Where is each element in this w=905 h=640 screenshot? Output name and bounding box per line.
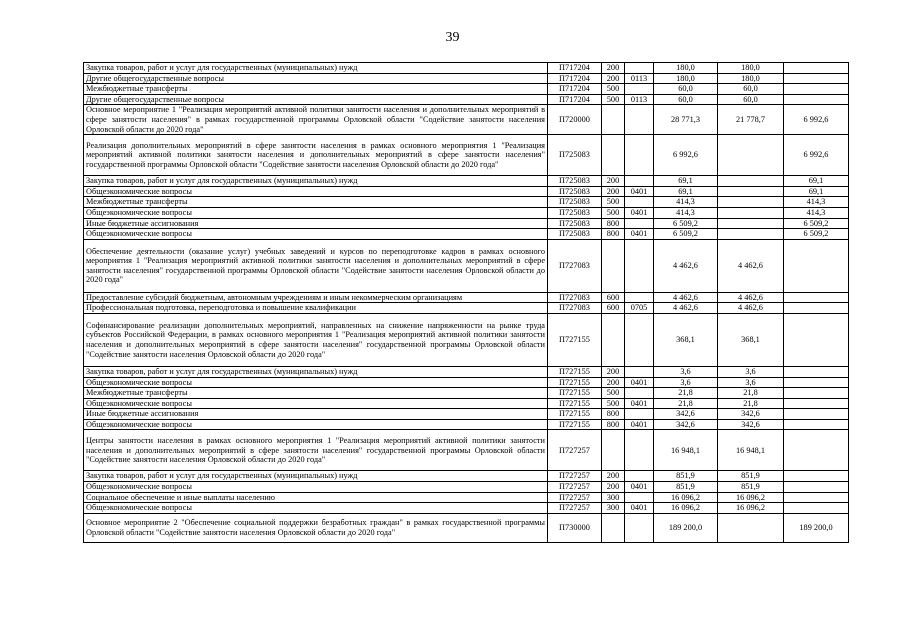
cell-total: 16 096,2 [654,503,718,514]
cell-amount-2 [784,366,849,377]
cell-expense-type: 200 [602,186,625,197]
cell-code: П725083 [548,207,602,218]
table-row [84,303,849,314]
cell-total: 189 200,0 [654,513,718,542]
cell-code: П725083 [548,218,602,229]
cell-code: П727257 [548,430,602,471]
table-row [84,398,849,409]
cell-expense-type: 600 [602,303,625,314]
cell-name: Другие общегосударственные вопросы [84,73,548,84]
cell-amount-2 [784,239,849,292]
cell-amount-2: 414,3 [784,207,849,218]
cell-amount-2 [784,503,849,514]
cell-expense-type: 800 [602,409,625,420]
table-row [84,409,849,420]
cell-code: П720000 [548,105,602,135]
cell-expense-type [602,135,625,176]
table-row [84,292,849,303]
cell-name: Общеэкономические вопросы [84,377,548,388]
cell-amount-2: 6 992,6 [784,105,849,135]
cell-expense-type: 200 [602,63,625,74]
cell-section [625,430,654,471]
cell-section [625,135,654,176]
table-row [84,186,849,197]
cell-expense-type: 200 [602,482,625,493]
table-row [84,482,849,493]
table-row [84,176,849,187]
cell-name: Межбюджетные трансферты [84,388,548,399]
cell-amount-2: 189 200,0 [784,513,849,542]
cell-expense-type: 200 [602,73,625,84]
cell-amount-2 [784,94,849,105]
cell-section [625,513,654,542]
cell-amount-1: 851,9 [718,471,784,482]
cell-section [625,84,654,95]
cell-amount-2 [784,471,849,482]
cell-amount-2: 6 509,2 [784,229,849,240]
cell-section [625,218,654,229]
cell-amount-2 [784,63,849,74]
cell-section [625,366,654,377]
cell-section: 0705 [625,303,654,314]
cell-total: 4 462,6 [654,292,718,303]
cell-expense-type: 500 [602,388,625,399]
cell-name: Общеэкономические вопросы [84,503,548,514]
table-row [84,197,849,208]
cell-code: П727083 [548,303,602,314]
cell-section [625,388,654,399]
cell-total: 6 992,6 [654,135,718,176]
cell-name: Профессиональная подготовка, переподготовка и повышение квалификации [84,303,548,314]
cell-code: П727257 [548,492,602,503]
table-row [84,84,849,95]
cell-name: Центры занятости населения в рамках основного мероприятия 1 "Реализация мероприятий активной политики занятости населения и дополнительных мероприятий в сфере занятости населения" государственной программы Орловской области "Содействие занятости населения Орловской области до 2020 года" [84,430,548,471]
cell-total: 368,1 [654,313,718,366]
cell-code: П725083 [548,197,602,208]
cell-amount-2: 6 992,6 [784,135,849,176]
cell-name: Общеэкономические вопросы [84,398,548,409]
cell-section: 0401 [625,482,654,493]
cell-amount-1: 4 462,6 [718,292,784,303]
cell-name: Закупка товаров, работ и услуг для государственных (муниципальных) нужд [84,471,548,482]
cell-code: П727083 [548,239,602,292]
cell-name: Общеэкономические вопросы [84,482,548,493]
cell-amount-1: 16 948,1 [718,430,784,471]
cell-section [625,239,654,292]
cell-code: П717204 [548,94,602,105]
table-row [84,73,849,84]
table-row [84,503,849,514]
cell-amount-2 [784,313,849,366]
table-row [84,218,849,229]
cell-amount-1 [718,513,784,542]
cell-amount-2 [784,409,849,420]
cell-expense-type: 800 [602,419,625,430]
cell-amount-1: 60,0 [718,94,784,105]
table-row [84,207,849,218]
table-row [84,63,849,74]
cell-name: Реализация дополнительных мероприятий в сфере занятости населения в рамках основного мероприятия 1 "Реализация мероприятий активной политики занятости населения и дополнительных мероприятий в сфере занятости населения" государственной программы Орловской области "Содействие занятости населения Орловской области до 2020 года" [84,135,548,176]
cell-amount-2 [784,84,849,95]
cell-code: П725083 [548,176,602,187]
cell-total: 16 948,1 [654,430,718,471]
cell-name: Закупка товаров, работ и услуг для государственных (муниципальных) нужд [84,366,548,377]
cell-code: П727083 [548,292,602,303]
cell-expense-type: 300 [602,503,625,514]
cell-name: Общеэкономические вопросы [84,207,548,218]
cell-amount-1: 851,9 [718,482,784,493]
table-row [84,94,849,105]
cell-section: 0401 [625,419,654,430]
table-row [84,377,849,388]
cell-total: 851,9 [654,471,718,482]
cell-code: П727155 [548,409,602,420]
cell-amount-2 [784,398,849,409]
table-row [84,105,849,135]
cell-code: П727155 [548,419,602,430]
table-row [84,419,849,430]
cell-amount-2 [784,492,849,503]
cell-name: Социальное обеспечение и иные выплаты населению [84,492,548,503]
cell-section [625,176,654,187]
cell-total: 342,6 [654,409,718,420]
cell-expense-type: 200 [602,176,625,187]
cell-section [625,313,654,366]
table-row [84,366,849,377]
cell-expense-type [602,513,625,542]
cell-amount-1: 21,8 [718,398,784,409]
cell-expense-type: 200 [602,377,625,388]
cell-code: П725083 [548,135,602,176]
cell-name: Основное мероприятие 2 "Обеспечение социальной поддержки безработных граждан" в рамках государственной программы Орловской области "Содействие занятости населения Орловской области до 2020 года" [84,513,548,542]
cell-code: П727257 [548,503,602,514]
cell-expense-type: 500 [602,84,625,95]
cell-amount-1: 21,8 [718,388,784,399]
table-row [84,229,849,240]
cell-amount-1 [718,176,784,187]
cell-name: Общеэкономические вопросы [84,419,548,430]
cell-total: 4 462,6 [654,239,718,292]
cell-total: 851,9 [654,482,718,493]
cell-expense-type: 500 [602,207,625,218]
cell-expense-type: 600 [602,292,625,303]
cell-section: 0401 [625,503,654,514]
cell-amount-1: 21 778,7 [718,105,784,135]
cell-name: Иные бюджетные ассигнования [84,218,548,229]
cell-code: П727155 [548,313,602,366]
cell-expense-type: 800 [602,229,625,240]
table-row [84,430,849,471]
cell-amount-2 [784,377,849,388]
cell-total: 60,0 [654,84,718,95]
cell-amount-1 [718,197,784,208]
table-row [84,388,849,399]
cell-amount-1: 342,6 [718,409,784,420]
table-row [84,239,849,292]
cell-amount-2 [784,388,849,399]
cell-name: Основное мероприятие 1 "Реализация мероприятий активной политики занятости населения и дополнительных мероприятий в сфере занятости населения" в рамках государственной программы Орловской области "Содействие занятости населения Орловской области до 2020 года" [84,105,548,135]
cell-name: Межбюджетные трансферты [84,197,548,208]
cell-amount-1 [718,218,784,229]
cell-expense-type: 200 [602,366,625,377]
cell-section [625,492,654,503]
cell-expense-type [602,313,625,366]
cell-expense-type: 500 [602,398,625,409]
cell-amount-1: 180,0 [718,73,784,84]
table-row [84,135,849,176]
cell-amount-2: 69,1 [784,186,849,197]
cell-expense-type: 500 [602,197,625,208]
cell-total: 69,1 [654,176,718,187]
cell-code: П717204 [548,63,602,74]
cell-amount-2 [784,419,849,430]
cell-code: П730000 [548,513,602,542]
cell-code: П727155 [548,366,602,377]
cell-amount-1: 368,1 [718,313,784,366]
cell-expense-type [602,430,625,471]
cell-expense-type: 200 [602,471,625,482]
table-row [84,492,849,503]
cell-amount-1: 3,6 [718,377,784,388]
cell-amount-1: 180,0 [718,63,784,74]
cell-code: П727257 [548,482,602,493]
cell-amount-2: 69,1 [784,176,849,187]
cell-amount-2: 414,3 [784,197,849,208]
cell-section: 0401 [625,229,654,240]
cell-total: 414,3 [654,207,718,218]
cell-amount-1: 4 462,6 [718,239,784,292]
cell-code: П725083 [548,229,602,240]
cell-code: П727155 [548,388,602,399]
cell-total: 414,3 [654,197,718,208]
cell-code: П717204 [548,84,602,95]
cell-amount-1 [718,186,784,197]
cell-amount-1: 16 096,2 [718,492,784,503]
cell-name: Обеспечение деятельности (оказание услуг) учебных заведений и курсов по переподготовке кадров в рамках основного мероприятия 1 "Реализация мероприятий активной политики занятости населения и дополнительных мероприятий в сфере занятости населения" государственной программы Орловской области "Содействие занятости населения Орловской области до 2020 года" [84,239,548,292]
cell-amount-1 [718,207,784,218]
cell-total: 21,8 [654,398,718,409]
cell-section: 0401 [625,377,654,388]
cell-amount-2: 6 509,2 [784,218,849,229]
cell-amount-2 [784,303,849,314]
cell-name: Закупка товаров, работ и услуг для государственных (муниципальных) нужд [84,63,548,74]
cell-total: 342,6 [654,419,718,430]
table-row [84,513,849,542]
cell-amount-1: 60,0 [718,84,784,95]
cell-section: 0113 [625,94,654,105]
cell-code: П725083 [548,186,602,197]
cell-total: 6 509,2 [654,229,718,240]
cell-name: Общеэкономические вопросы [84,186,548,197]
cell-name: Закупка товаров, работ и услуг для государственных (муниципальных) нужд [84,176,548,187]
cell-total: 28 771,3 [654,105,718,135]
cell-total: 60,0 [654,94,718,105]
cell-expense-type [602,105,625,135]
cell-total: 4 462,6 [654,303,718,314]
cell-total: 21,8 [654,388,718,399]
cell-code: П717204 [548,73,602,84]
cell-code: П727155 [548,398,602,409]
cell-total: 180,0 [654,63,718,74]
cell-amount-2 [784,292,849,303]
cell-amount-1: 4 462,6 [718,303,784,314]
cell-code: П727155 [548,377,602,388]
cell-amount-2 [784,482,849,493]
cell-amount-2 [784,430,849,471]
cell-name: Другие общегосударственные вопросы [84,94,548,105]
table-row [84,471,849,482]
cell-total: 3,6 [654,377,718,388]
cell-section: 0401 [625,398,654,409]
cell-total: 16 096,2 [654,492,718,503]
cell-amount-1: 3,6 [718,366,784,377]
cell-expense-type: 300 [602,492,625,503]
cell-total: 6 509,2 [654,218,718,229]
cell-expense-type: 500 [602,94,625,105]
cell-total: 3,6 [654,366,718,377]
cell-section: 0401 [625,207,654,218]
table-row [84,313,849,366]
cell-section: 0401 [625,186,654,197]
cell-section [625,471,654,482]
cell-name: Межбюджетные трансферты [84,84,548,95]
cell-total: 180,0 [654,73,718,84]
cell-name: Общеэкономические вопросы [84,229,548,240]
cell-section: 0113 [625,73,654,84]
cell-section [625,197,654,208]
page-number: 39 [445,30,460,45]
cell-amount-1 [718,229,784,240]
cell-expense-type [602,239,625,292]
table-body [84,63,849,543]
cell-total: 69,1 [654,186,718,197]
cell-name: Иные бюджетные ассигнования [84,409,548,420]
cell-section [625,63,654,74]
cell-name: Предоставление субсидий бюджетным, автономным учреждениям и иным некоммерческим организациям [84,292,548,303]
cell-section [625,409,654,420]
cell-name: Софинансирование реализации дополнительных мероприятий, направленных на снижение напряженности на рынке труда субъектов Российской Федерации, в рамках основного мероприятия 1 "Реализация мероприятий активной политики занятости населения и дополнительных мероприятий в сфере занятости населения" государственной программы Орловской области "Содействие занятости населения Орловской области до 2020 года" [84,313,548,366]
cell-amount-1 [718,135,784,176]
cell-expense-type: 800 [602,218,625,229]
cell-code: П727257 [548,471,602,482]
cell-amount-1: 342,6 [718,419,784,430]
cell-amount-2 [784,73,849,84]
cell-amount-1: 16 096,2 [718,503,784,514]
cell-section [625,105,654,135]
cell-section [625,292,654,303]
budget-table [83,62,849,543]
